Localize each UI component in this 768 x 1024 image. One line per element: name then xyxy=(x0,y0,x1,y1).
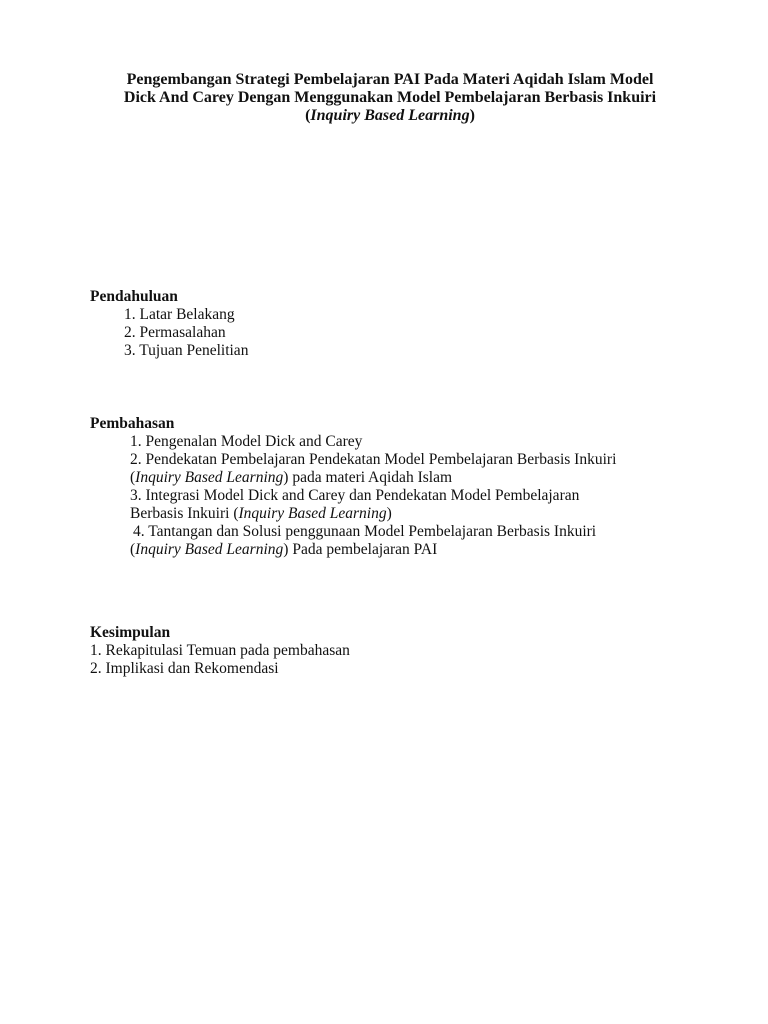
line-text: ) Pada pembelajaran PAI xyxy=(283,541,438,558)
list-item-line xyxy=(90,541,616,559)
list-item: 3. Tujuan Penelitian xyxy=(124,342,249,359)
section-heading-pembahasan: Pembahasan xyxy=(90,415,175,432)
list-item: 1. Rekapitulasi Temuan pada pembahasan xyxy=(90,642,350,659)
section-heading-pendahuluan: Pendahuluan xyxy=(90,288,178,305)
list-item: 1. Pengenalan Model Dick and Carey xyxy=(130,433,363,450)
title-italic-term: Inquiry Based Learning xyxy=(310,107,470,124)
title-line-2: Dick And Carey Dengan Menggunakan Model Pembelajaran Berbasis Inkuiri xyxy=(123,89,657,106)
line-text: Berbasis Inkuiri ( xyxy=(130,505,239,522)
document-title xyxy=(80,71,700,125)
section-pembahasan xyxy=(90,415,616,559)
list-item: 1. Latar Belakang xyxy=(124,306,235,323)
italic-term: Inquiry Based Learning xyxy=(135,541,284,558)
paren-open: ( xyxy=(130,541,136,558)
list-item-line: 4. Tantangan dan Solusi penggunaan Model Pembelajaran Berbasis Inkuiri xyxy=(133,523,597,540)
line-text: ) pada materi Aqidah Islam xyxy=(283,469,453,486)
italic-term: Inquiry Based Learning xyxy=(238,505,387,522)
list-item-line xyxy=(90,505,616,523)
title-line-1: Pengembangan Strategi Pembelajaran PAI Pada Materi Aqidah Islam Model xyxy=(126,71,654,88)
title-paren-open: ( xyxy=(305,107,311,124)
list-item-line: 3. Integrasi Model Dick and Carey dan Pendekatan Model Pembelajaran xyxy=(130,487,580,504)
section-pendahuluan xyxy=(90,288,248,360)
paren-open: ( xyxy=(130,469,136,486)
italic-term: Inquiry Based Learning xyxy=(135,469,284,486)
title-line-3 xyxy=(80,107,700,125)
title-paren-close: ) xyxy=(469,107,475,124)
list-item-line: 2. Pendekatan Pembelajaran Pendekatan Model Pembelajaran Berbasis Inkuiri xyxy=(130,451,617,468)
paren-close: ) xyxy=(386,505,392,522)
section-kesimpulan xyxy=(90,624,350,678)
list-item-line xyxy=(90,469,616,487)
section-heading-kesimpulan: Kesimpulan xyxy=(90,624,171,641)
list-item: 2. Implikasi dan Rekomendasi xyxy=(90,660,279,677)
list-item: 2. Permasalahan xyxy=(124,324,226,341)
